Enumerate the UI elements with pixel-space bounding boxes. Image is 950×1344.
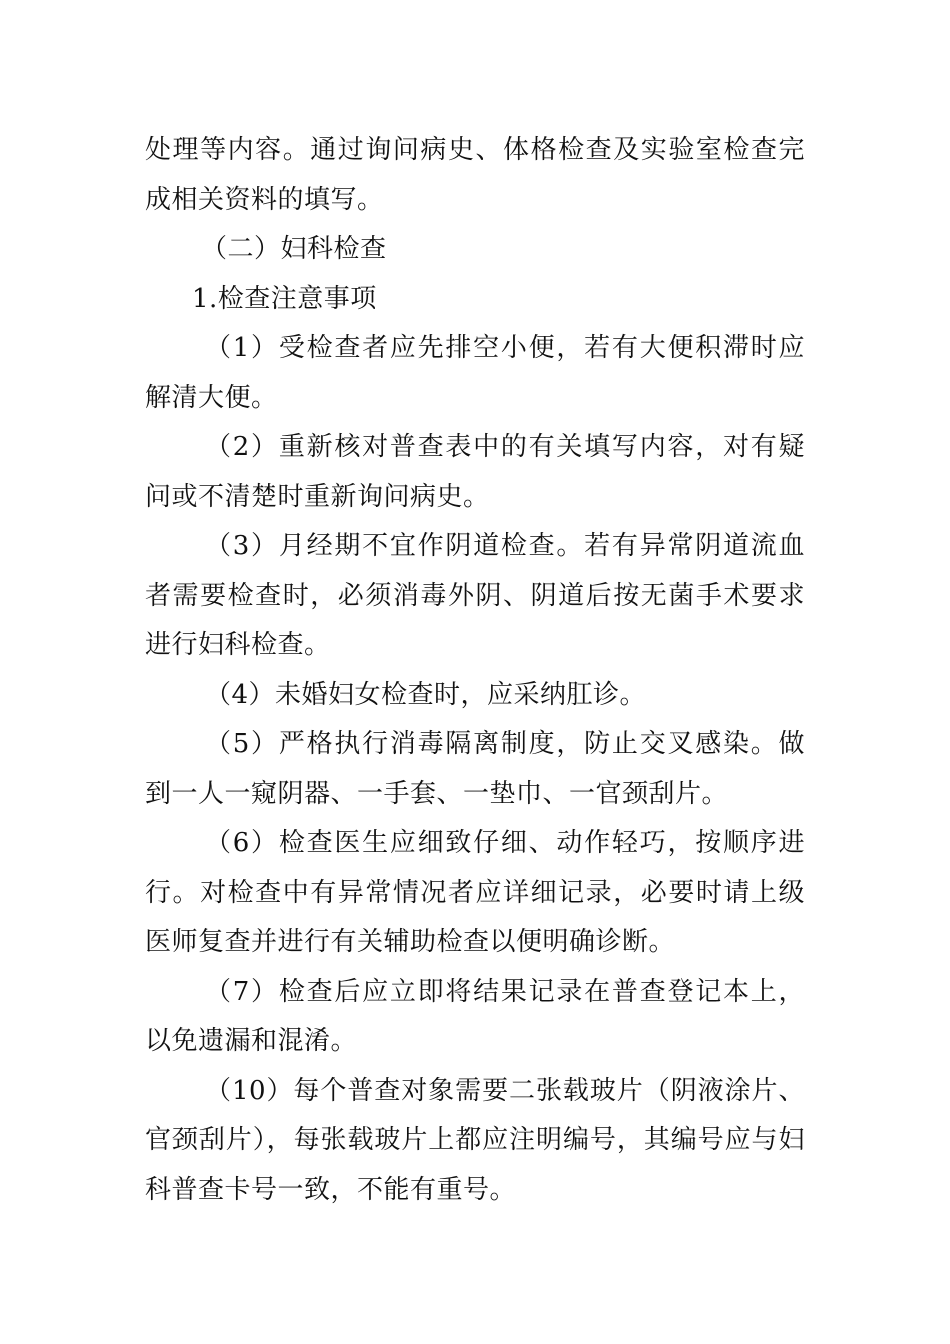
list-item-10: （10）每个普查对象需要二张载玻片（阴液涂片、官颈刮片），每张载玻片上都应注明编号，其编号应与妇科普查卡号一致，不能有重号。: [145, 1075, 805, 1205]
list-item-5: （5）严格执行消毒隔离制度，防止交叉感染。做到一人一窥阴器、一手套、一垫巾、一官颈刮片。: [145, 729, 805, 809]
list-item-4: （4）未婚妇女检查时，应采纳肛诊。: [205, 679, 647, 710]
paragraph-intro-continuation: 处理等内容。通过询问病史、体格检查及实验室检查完成相关资料的填写。: [145, 135, 805, 215]
list-item-7: （7）检查后应立即将结果记录在普查登记本上，以免遗漏和混淆。: [145, 976, 805, 1056]
list-item-1: （1）受检查者应先排空小便，若有大便积滞时应解清大便。: [145, 333, 805, 413]
subheading: 1.检查注意事项: [192, 283, 377, 314]
list-item-2: （2）重新核对普查表中的有关填写内容，对有疑问或不清楚时重新询问病史。: [145, 432, 805, 512]
section-heading: （二）妇科检查: [201, 234, 387, 264]
list-item-3: （3）月经期不宜作阴道检查。若有异常阴道流血者需要检查时，必须消毒外阴、阴道后按无菌手术要求进行妇科检查。: [145, 531, 805, 660]
list-item-6: （6）检查医生应细致仔细、动作轻巧，按顺序进行。对检查中有异常情况者应详细记录，必要时请上级医师复查并进行有关辅助检查以便明确诊断。: [145, 828, 805, 957]
document-body: [145, 126, 805, 1215]
